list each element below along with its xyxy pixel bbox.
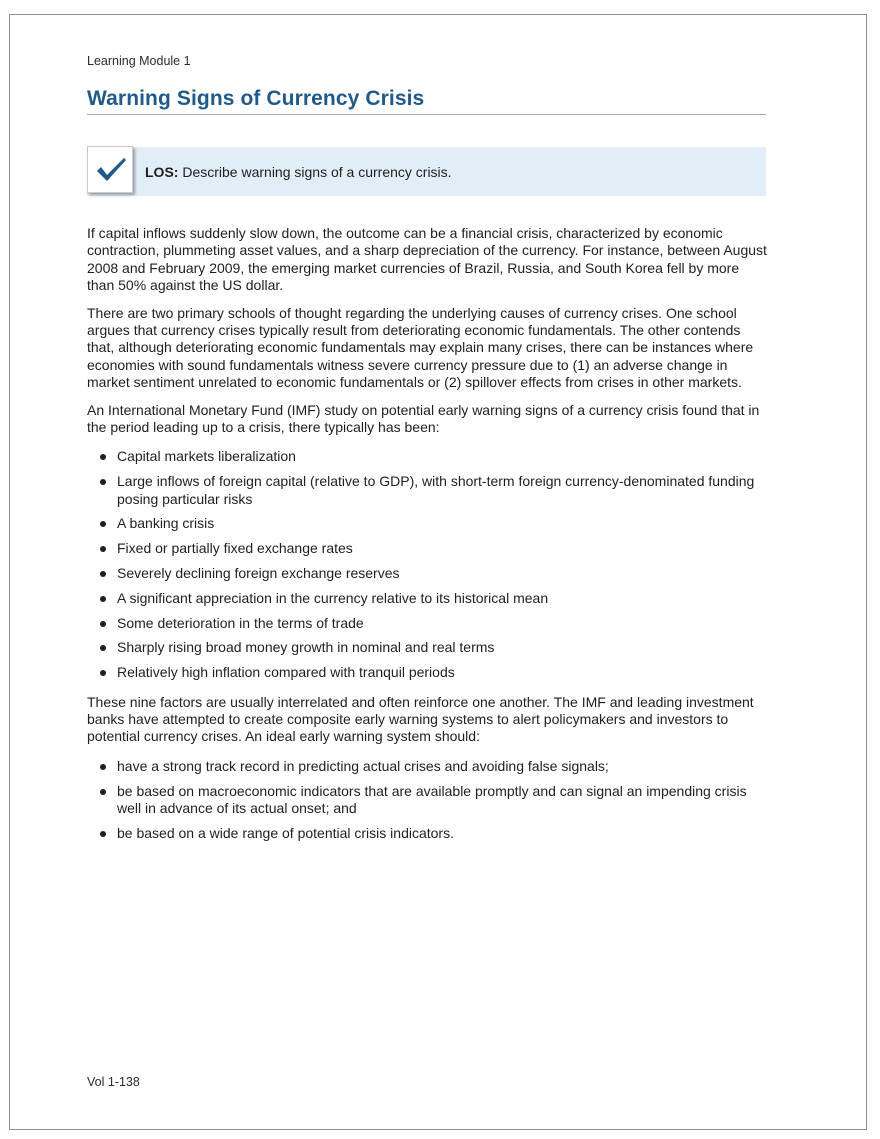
los-label: LOS: [145, 164, 179, 180]
body-content [87, 225, 769, 854]
checkmark-icon [87, 146, 133, 193]
list-item: Sharply rising broad money growth in nominal and real terms [87, 639, 769, 656]
page-number: Vol 1-138 [87, 1075, 140, 1089]
page-title: Warning Signs of Currency Crisis [87, 87, 425, 110]
list-item: be based on a wide range of potential crisis indicators. [87, 825, 769, 842]
list-item: Fixed or partially fixed exchange rates [87, 540, 769, 557]
list-item: Relatively high inflation compared with tranquil periods [87, 664, 769, 681]
paragraph-schools-of-thought: There are two primary schools of thought regarding the underlying causes of currency crises. One school argues that currency crises typically result from deteriorating economic fundamentals. The other contends that, although deteriorating economic fundamentals may explain many crises, there can be instances where economies with sound fundamentals witness severe currency pressure due to (1) an adverse change in market sentiment unrelated to economic fundamentals or (2) spillover effects from crises in other markets. [87, 304, 754, 391]
warning-signs-list [87, 448, 769, 681]
los-statement [145, 164, 452, 180]
list-item: A banking crisis [87, 515, 769, 532]
list-item: be based on macroeconomic indicators that are available promptly and can signal an impending crisis well in advance of its actual onset; and [87, 783, 769, 818]
title-divider [87, 114, 766, 115]
list-item: Large inflows of foreign capital (relative to GDP), with short-term foreign currency-denominated funding posing particular risks [87, 473, 769, 508]
running-head: Learning Module 1 [87, 54, 191, 68]
ideal-system-list [87, 758, 769, 842]
paragraph-nine-factors: These nine factors are usually interrelated and often reinforce one another. The IMF and leading investment banks have attempted to create composite early warning systems to alert policymakers and investors to potential currency crises. An ideal early warning system should: [87, 693, 754, 745]
los-text: Describe warning signs of a currency crisis. [182, 164, 452, 180]
list-item: Capital markets liberalization [87, 448, 769, 465]
paragraph-imf-study: An International Monetary Fund (IMF) study on potential early warning signs of a currency crisis found that in the period leading up to a crisis, there typically has been: [87, 401, 760, 436]
paragraph-capital-inflows: If capital inflows suddenly slow down, the outcome can be a financial crisis, characterized by economic contraction, plummeting asset values, and a sharp depreciation of the currency. For instance, between August 2008 and February 2009, the emerging market currencies of Brazil, Russia, and South Korea fell by more than 50% against the US dollar. [87, 225, 767, 294]
list-item: have a strong track record in predicting actual crises and avoiding false signals; [87, 758, 769, 775]
list-item: Severely declining foreign exchange reserves [87, 565, 769, 582]
list-item: Some deterioration in the terms of trade [87, 615, 769, 632]
list-item: A significant appreciation in the currency relative to its historical mean [87, 590, 769, 607]
